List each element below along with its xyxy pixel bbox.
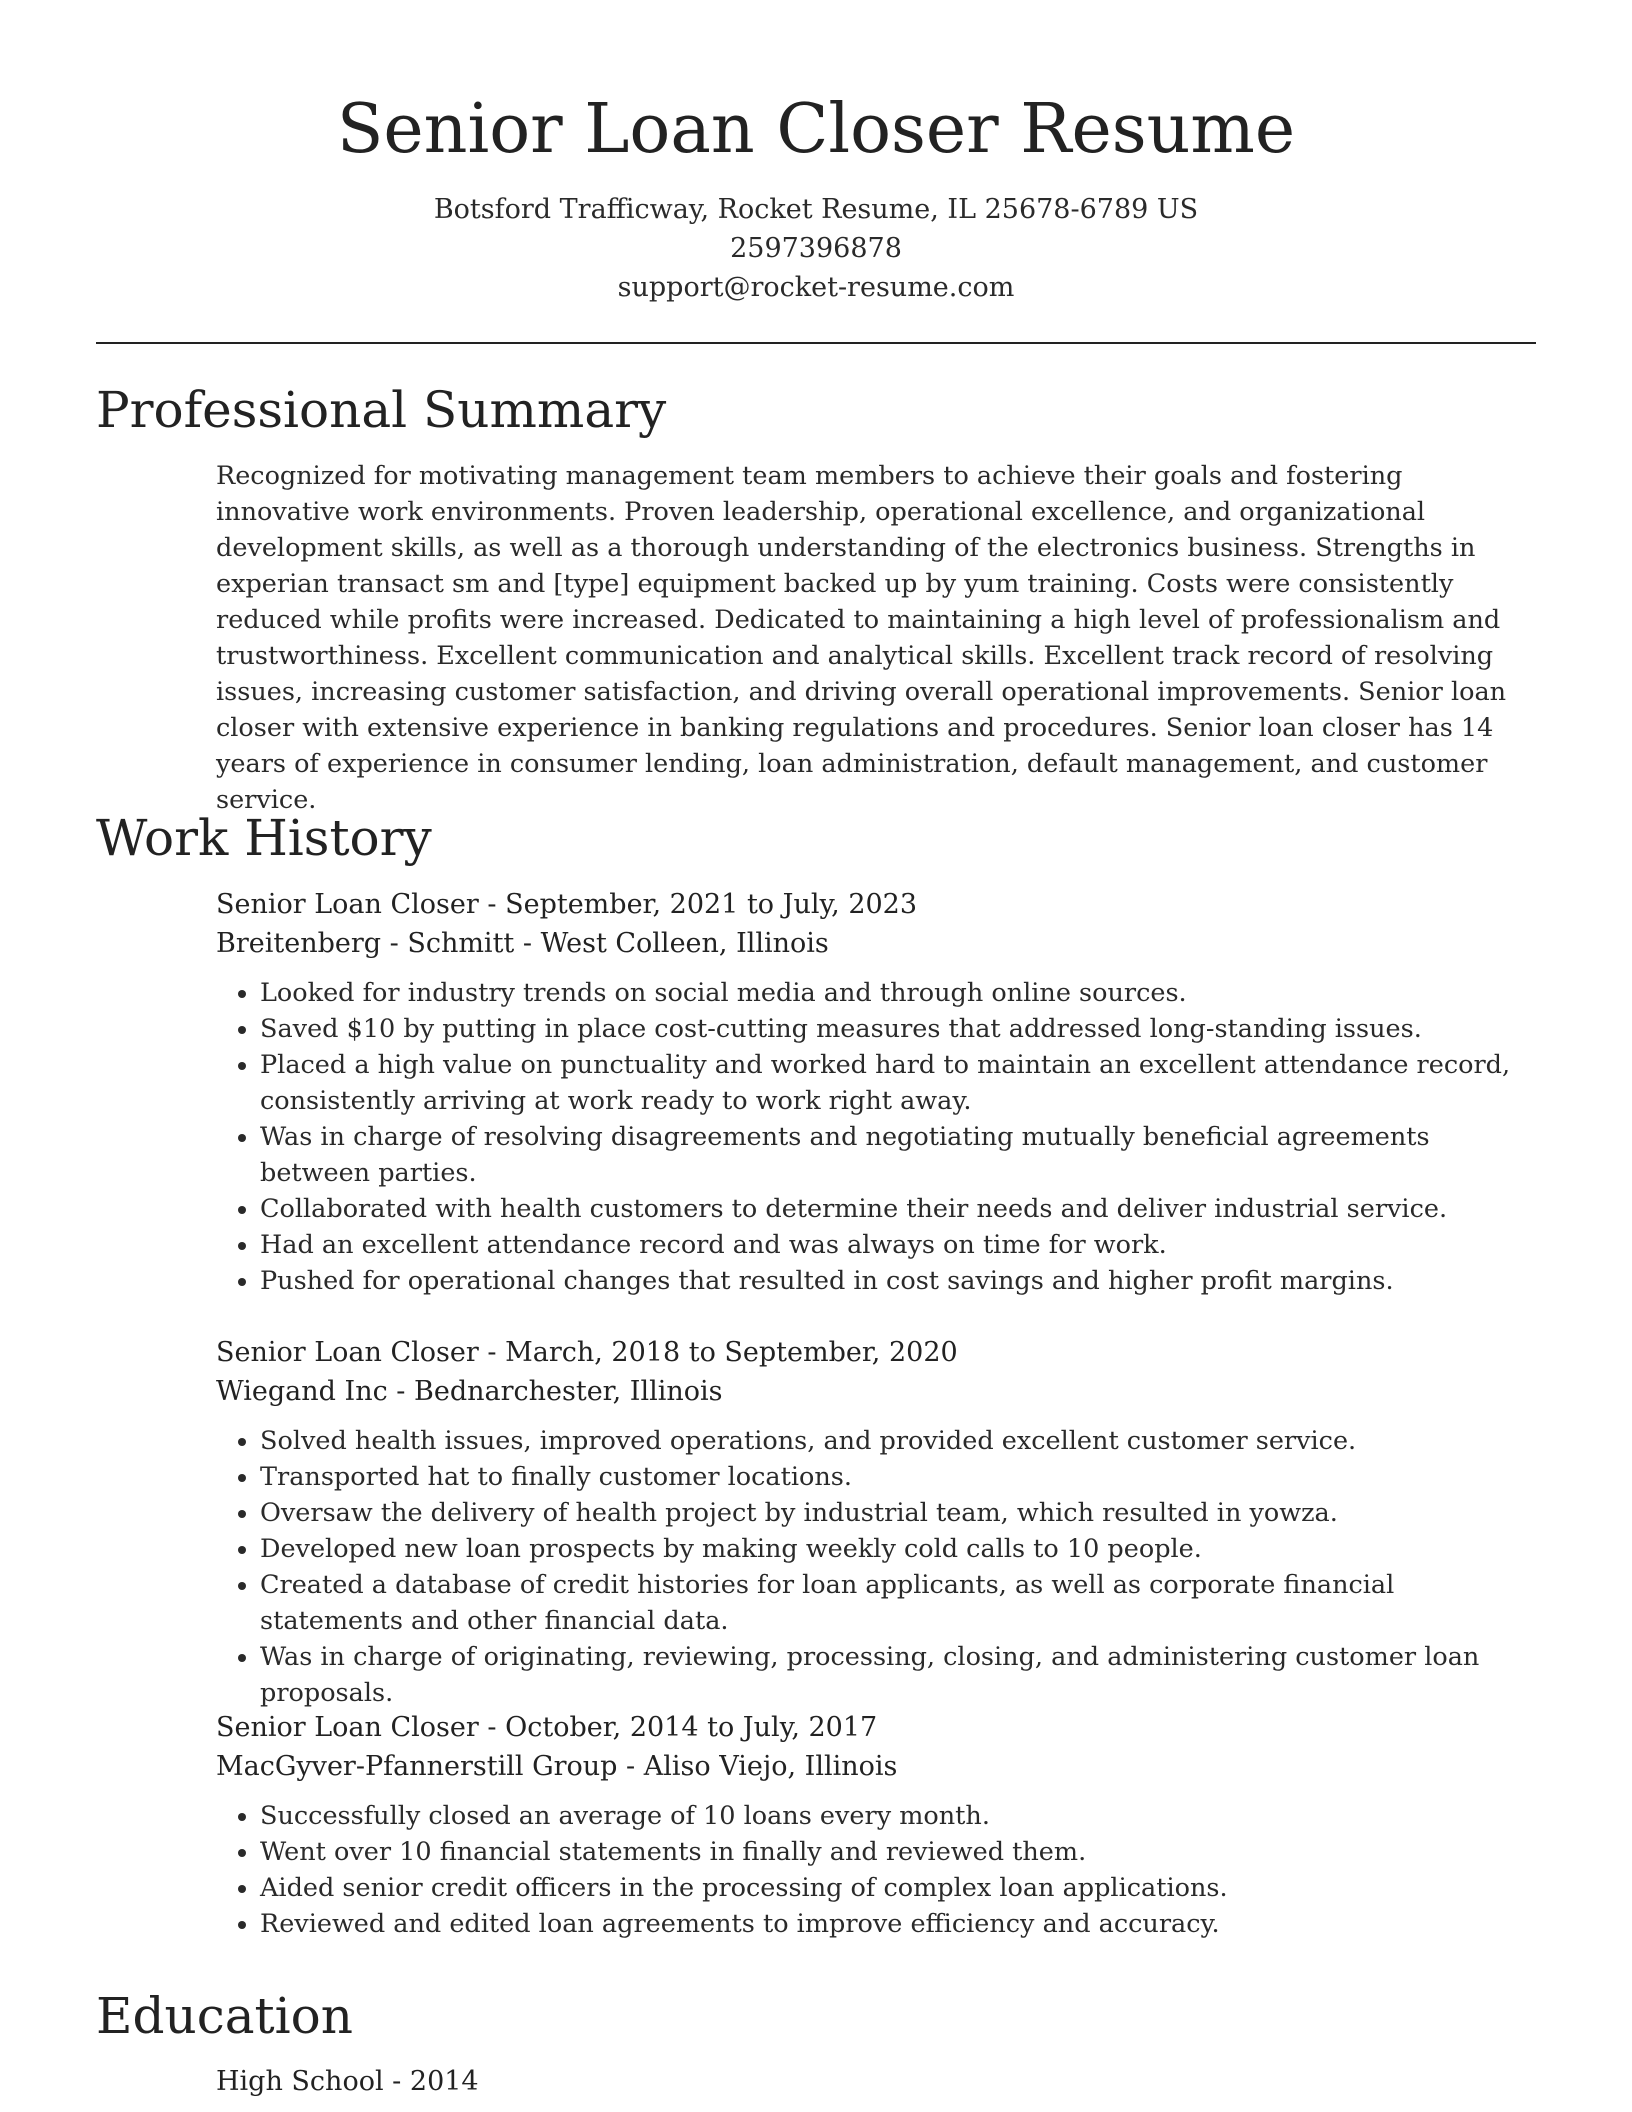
education-entry <box>216 2062 1516 2101</box>
work-history-heading: Work History <box>96 809 432 867</box>
summary-heading: Professional Summary <box>96 381 667 439</box>
job-entry <box>216 885 1516 1299</box>
job-company: Wiegand Inc <box>216 1376 388 1407</box>
contact-address: Botsford Trafficway, Rocket Resume, IL 25678-6789 US <box>433 194 1199 225</box>
job-company-line <box>216 1372 1516 1411</box>
job-dates: March, 2018 to September, 2020 <box>505 1337 958 1368</box>
list-item: • Saved $10 by putting in place cost-cutting measures that addressed long-standing issues. <box>260 1011 1516 1047</box>
list-item: • Transported hat to finally customer locations. <box>260 1459 1516 1495</box>
resume-header <box>0 80 1632 307</box>
list-item: • Went over 10 financial statements in finally and reviewed them. <box>260 1834 1516 1870</box>
separator: - <box>478 889 506 920</box>
job-dates: October, 2014 to July, 2017 <box>505 1712 878 1743</box>
job-dates: September, 2021 to July, 2023 <box>505 889 918 920</box>
summary-text: Recognized for motivating management team members to achieve their goals and fostering innovative work environments. Proven leadership, operational excellence, and organizational development skills, as well as a thorough understanding of the electronics business. Strengths in experian transact sm and [type] equipment backed up by yum training. Costs were consistently reduced while profits were increased. Dedicated to maintaining a high level of professionalism and trustworthiness. Excellent communication and analytical skills. Excellent track record of resolving issues, increasing customer satisfaction, and driving overall operational improvements. Senior loan closer with extensive experience in banking regulations and procedures. Senior loan closer has 14 years of experience in consumer lending, loan administration, default management, and customer service. <box>216 461 1507 815</box>
job-title: Senior Loan Closer <box>216 1337 479 1368</box>
list-item: • Was in charge of originating, reviewing, processing, closing, and administering customer loan proposals. <box>260 1639 1516 1711</box>
summary-section <box>216 458 1516 818</box>
education-degree: High School <box>216 2066 384 2097</box>
separator: - <box>617 1751 644 1782</box>
list-item: • Looked for industry trends on social media and through online sources. <box>260 975 1516 1011</box>
contact-phone: 2597396878 <box>730 233 902 264</box>
job-entry <box>216 1708 1516 1942</box>
list-item: • Collaborated with health customers to determine their needs and deliver industrial service. <box>260 1191 1516 1227</box>
separator: - <box>478 1712 506 1743</box>
list-item: • Placed a high value on punctuality and worked hard to maintain an excellent attendance record, consistently arriving at work ready to work right away. <box>260 1047 1516 1119</box>
separator: - <box>478 1337 506 1368</box>
job-title: Senior Loan Closer <box>216 889 479 920</box>
job-location: Aliso Viejo, Illinois <box>643 1751 898 1782</box>
list-item: • Was in charge of resolving disagreements and negotiating mutually beneficial agreements between parties. <box>260 1119 1516 1191</box>
separator: - <box>383 2066 410 2097</box>
job-bullets <box>216 1798 1516 1942</box>
job-title-line <box>216 1333 1516 1372</box>
job-title: Senior Loan Closer <box>216 1712 479 1743</box>
job-company: Breitenberg - Schmitt <box>216 928 515 959</box>
header-divider <box>96 342 1536 344</box>
job-bullets <box>216 1423 1516 1711</box>
job-location: Bednarchester, Illinois <box>414 1376 723 1407</box>
education-year: 2014 <box>409 2066 479 2097</box>
list-item: • Oversaw the delivery of health project by industrial team, which resulted in yowza. <box>260 1495 1516 1531</box>
job-company-line <box>216 924 1516 963</box>
education-heading: Education <box>96 1987 353 2045</box>
page-title: Senior Loan Closer Resume <box>336 90 1296 169</box>
list-item: • Successfully closed an average of 10 loans every month. <box>260 1798 1516 1834</box>
education-line <box>216 2062 1516 2101</box>
separator: - <box>514 928 541 959</box>
job-company: MacGyver-Pfannerstill Group <box>216 1751 618 1782</box>
list-item: • Developed new loan prospects by making weekly cold calls to 10 people. <box>260 1531 1516 1567</box>
job-entry <box>216 1333 1516 1711</box>
job-bullets <box>216 975 1516 1299</box>
list-item: • Aided senior credit officers in the processing of complex loan applications. <box>260 1870 1516 1906</box>
job-title-line <box>216 1708 1516 1747</box>
contact-email: support@rocket-resume.com <box>617 272 1015 303</box>
job-company-line <box>216 1747 1516 1786</box>
list-item: • Solved health issues, improved operations, and provided excellent customer service. <box>260 1423 1516 1459</box>
list-item: • Reviewed and edited loan agreements to improve efficiency and accuracy. <box>260 1906 1516 1942</box>
list-item: • Had an excellent attendance record and was always on time for work. <box>260 1227 1516 1263</box>
list-item: • Created a database of credit histories for loan applicants, as well as corporate financial statements and other financial data. <box>260 1567 1516 1639</box>
job-location: West Colleen, Illinois <box>540 928 829 959</box>
separator: - <box>387 1376 414 1407</box>
list-item: • Pushed for operational changes that resulted in cost savings and higher profit margins. <box>260 1263 1516 1299</box>
job-title-line <box>216 885 1516 924</box>
